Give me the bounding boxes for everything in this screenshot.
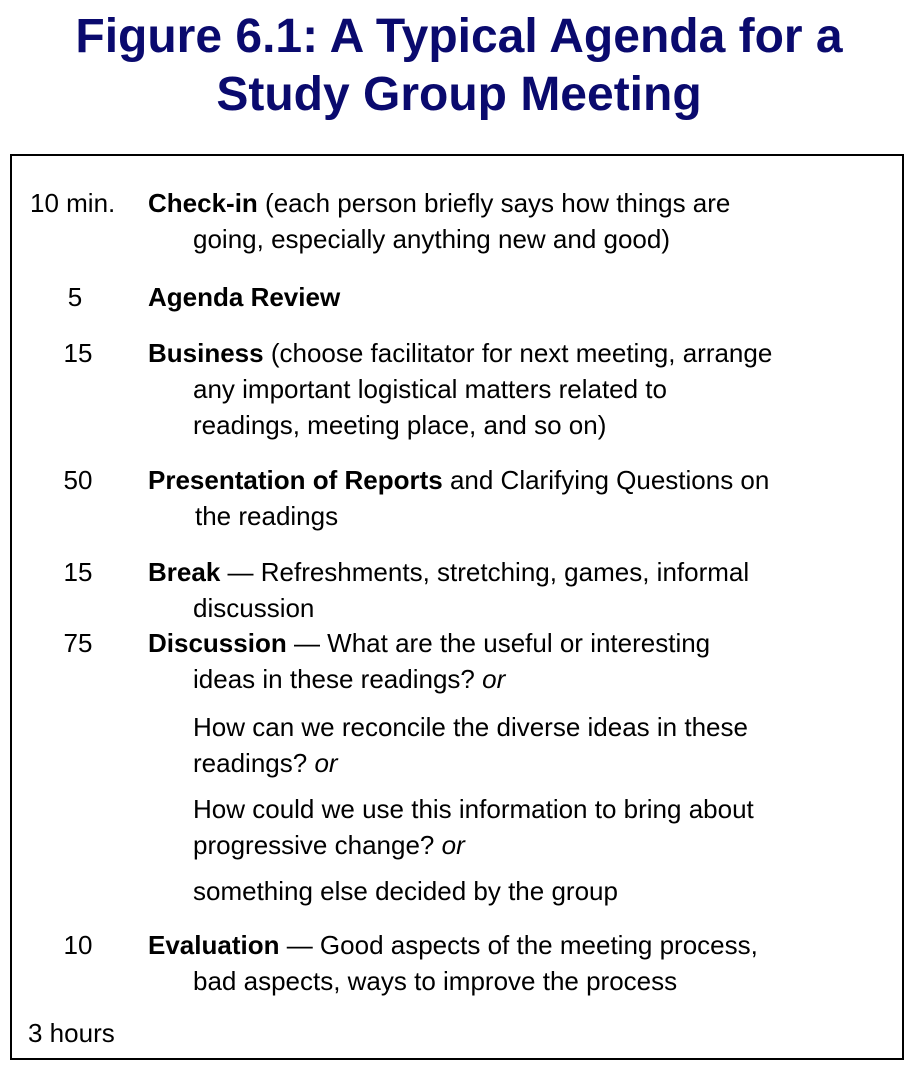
agenda-continuation-text: progressive change? xyxy=(193,830,435,860)
agenda-continuation: discussion xyxy=(193,593,315,623)
agenda-continuation: going, especially anything new and good) xyxy=(193,224,671,254)
or-word: or xyxy=(441,830,465,860)
agenda-heading: Business xyxy=(148,338,264,368)
or-word: or xyxy=(314,748,338,778)
agenda-continuation xyxy=(193,746,893,780)
agenda-heading: Evaluation xyxy=(148,930,280,960)
agenda-heading: Agenda Review xyxy=(148,282,341,312)
agenda-continuation: something else decided by the group xyxy=(193,876,618,906)
agenda-desc xyxy=(148,186,868,220)
figure-title-line-2: Study Group Meeting xyxy=(216,68,702,121)
agenda-text: and Clarifying Questions on xyxy=(442,465,770,495)
agenda-text: — Good aspects of the meeting process, xyxy=(279,930,758,960)
agenda-continuation-text: readings? xyxy=(193,748,308,778)
agenda-text: — What are the useful or interesting xyxy=(286,628,711,658)
agenda-desc xyxy=(148,463,868,497)
agenda-continuation xyxy=(193,828,893,862)
agenda-text: — Refreshments, stretching, games, informal xyxy=(220,557,750,587)
agenda-continuation: readings, meeting place, and so on) xyxy=(193,410,607,440)
agenda-continuation: How can we reconcile the diverse ideas in these xyxy=(193,712,748,742)
agenda-desc xyxy=(148,626,868,660)
agenda-heading: Break xyxy=(148,557,221,587)
figure-title-line-1: Figure 6.1: A Typical Agenda for a xyxy=(75,10,843,63)
agenda-time: 15 xyxy=(63,557,93,587)
agenda-continuation xyxy=(193,662,893,696)
agenda-continuation-text: ideas in these readings? xyxy=(193,664,475,694)
agenda-continuation: bad aspects, ways to improve the process xyxy=(193,966,678,996)
agenda-time: 15 xyxy=(63,338,93,368)
agenda-desc xyxy=(148,928,868,962)
agenda-time: 50 xyxy=(63,465,93,495)
figure-title xyxy=(0,8,918,124)
agenda-continuation: How could we use this information to bring about xyxy=(193,794,754,824)
agenda-desc xyxy=(148,336,868,370)
agenda-box xyxy=(10,154,904,1060)
total-duration: 3 hours xyxy=(28,1018,115,1048)
agenda-time: 5 xyxy=(67,282,83,312)
agenda-desc xyxy=(148,555,868,589)
agenda-heading: Check-in xyxy=(148,188,258,218)
agenda-text: (each person briefly says how things are xyxy=(257,188,731,218)
agenda-heading: Presentation of Reports xyxy=(148,465,443,495)
or-word: or xyxy=(482,664,506,694)
agenda-continuation: the readings xyxy=(195,501,339,531)
agenda-heading: Discussion xyxy=(148,628,287,658)
agenda-text: (choose facilitator for next meeting, arrange xyxy=(263,338,773,368)
agenda-desc xyxy=(148,280,868,314)
agenda-continuation: any important logistical matters related to xyxy=(193,374,667,404)
agenda-time: 75 xyxy=(63,628,93,658)
agenda-time: 10 xyxy=(63,930,93,960)
agenda-time: 10 min. xyxy=(30,188,116,218)
